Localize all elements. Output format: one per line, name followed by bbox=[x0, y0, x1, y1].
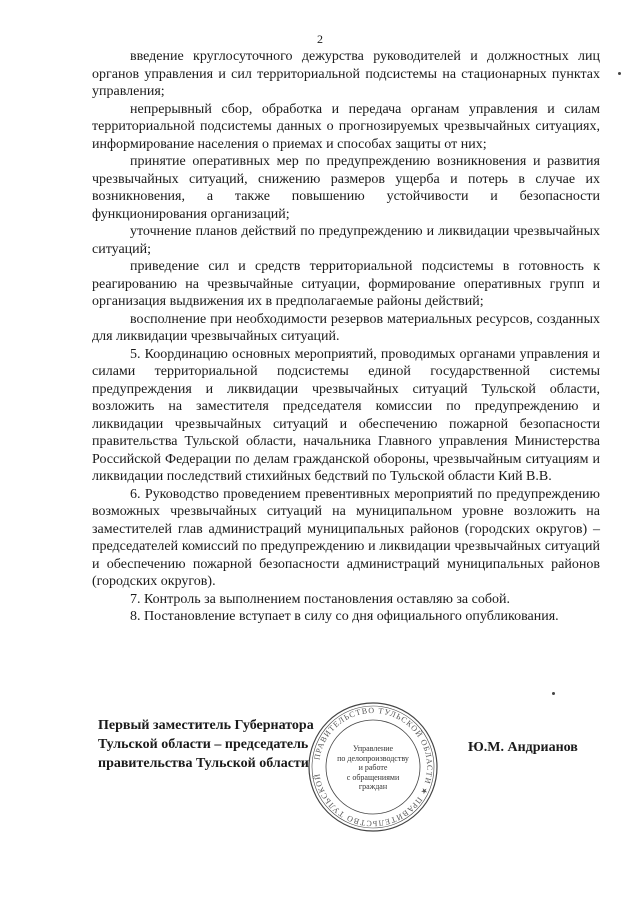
scan-artifact-dot bbox=[552, 692, 555, 695]
stamp-inner-text bbox=[320, 744, 426, 792]
signatory-title-line-2: Тульской области – председатель bbox=[98, 737, 309, 752]
stamp-line-1: Управление bbox=[352, 744, 394, 753]
paragraph-item-8: 8. Постановление вступает в силу со дня официального опубликования. bbox=[130, 609, 559, 624]
scan-artifact-dot bbox=[618, 72, 621, 75]
stamp-line-5: граждан bbox=[358, 782, 388, 791]
paragraph-item-7: 7. Контроль за выполнением постановления оставляю за собой. bbox=[130, 591, 510, 607]
stamp-line-3: и работе bbox=[358, 763, 388, 772]
paragraph-data-collection: непрерывный сбор, обработка и передача органам управления и силам территориальной подсистемы данных о прогнозируемых чрезвычайных ситуациях, информирование населения о приемах и способах защиты от них; bbox=[92, 101, 600, 152]
official-stamp bbox=[306, 700, 440, 834]
stamp-line-4: с обращениями bbox=[346, 772, 400, 782]
signatory-name: Ю.М. Андрианов bbox=[468, 740, 578, 755]
signatory-title-line-1: Первый заместитель Губернатора bbox=[98, 718, 314, 733]
paragraph-operational-measures: принятие оперативных мер по предупреждению возникновения и развития чрезвычайных ситуаций, снижению размеров ущерба и потерь в случае их возникновения, а также повышению устойчивости и безопасности функционирования организаций; bbox=[92, 154, 600, 222]
paragraph-reserves: восполнение при необходимости резервов материальных ресурсов, созданных для ликвидации чрезвычайных ситуаций. bbox=[92, 311, 600, 344]
stamp-line-2: по делопроизводству bbox=[337, 753, 409, 763]
paragraph-duty-shift: введение круглосуточного дежурства руководителей и должностных лиц органов управления и сил территориальной подсистемы на стационарных пунктах управления; bbox=[92, 49, 600, 99]
signatory-title-line-3: правительства Тульской области bbox=[98, 756, 309, 771]
paragraph-plans-update: уточнение планов действий по предупреждению и ликвидации чрезвычайных ситуаций; bbox=[92, 224, 600, 257]
paragraph-readiness: приведение сил и средств территориальной подсистемы в готовность к реагированию на чрезвычайные ситуации, формирование оперативных групп и организация выдвижения их в предполагаемые районы действий; bbox=[92, 259, 600, 309]
paragraph-item-6: 6. Руководство проведением превентивных мероприятий по предупреждению возможных чрезвычайных ситуаций на муниципальном уровне возложить на заместителей глав администраций муниципальных районов (городских округов) – председателей комиссий по предупреждению и ликвидации чрезвычайных ситуаций и обеспечению пожарной безопасности администраций муниципальных районов (городских округов). bbox=[92, 486, 600, 589]
page-number: 2 bbox=[317, 32, 323, 46]
svg-text:ПРАВИТЕЛЬСТВО ТУЛЬСКОЙ ОБЛАСТИ: ПРАВИТЕЛЬСТВО ТУЛЬСКОЙ ОБЛАСТИ ★ ПРАВИТЕЛЬСТВО ТУЛЬСКОЙ bbox=[312, 705, 435, 829]
document-body bbox=[92, 48, 600, 626]
paragraph-item-5: 5. Координацию основных мероприятий, проводимых органами управления и силами территориальной подсистемы единой государственной системы предупреждения и ликвидации чрезвычайных ситуаций Тульской области, возложить на заместителя председателя комиссии по предупреждению и ликвидации чрезвычайных ситуаций и обеспечению пожарной безопасности правительства Тульской области, начальника Главного управления Министерства Российской Федерации по делам гражданской обороны, чрезвычайным ситуациям и ликвидации последствий стихийных бедствий по Тульской области Кий В.В. bbox=[92, 346, 600, 484]
